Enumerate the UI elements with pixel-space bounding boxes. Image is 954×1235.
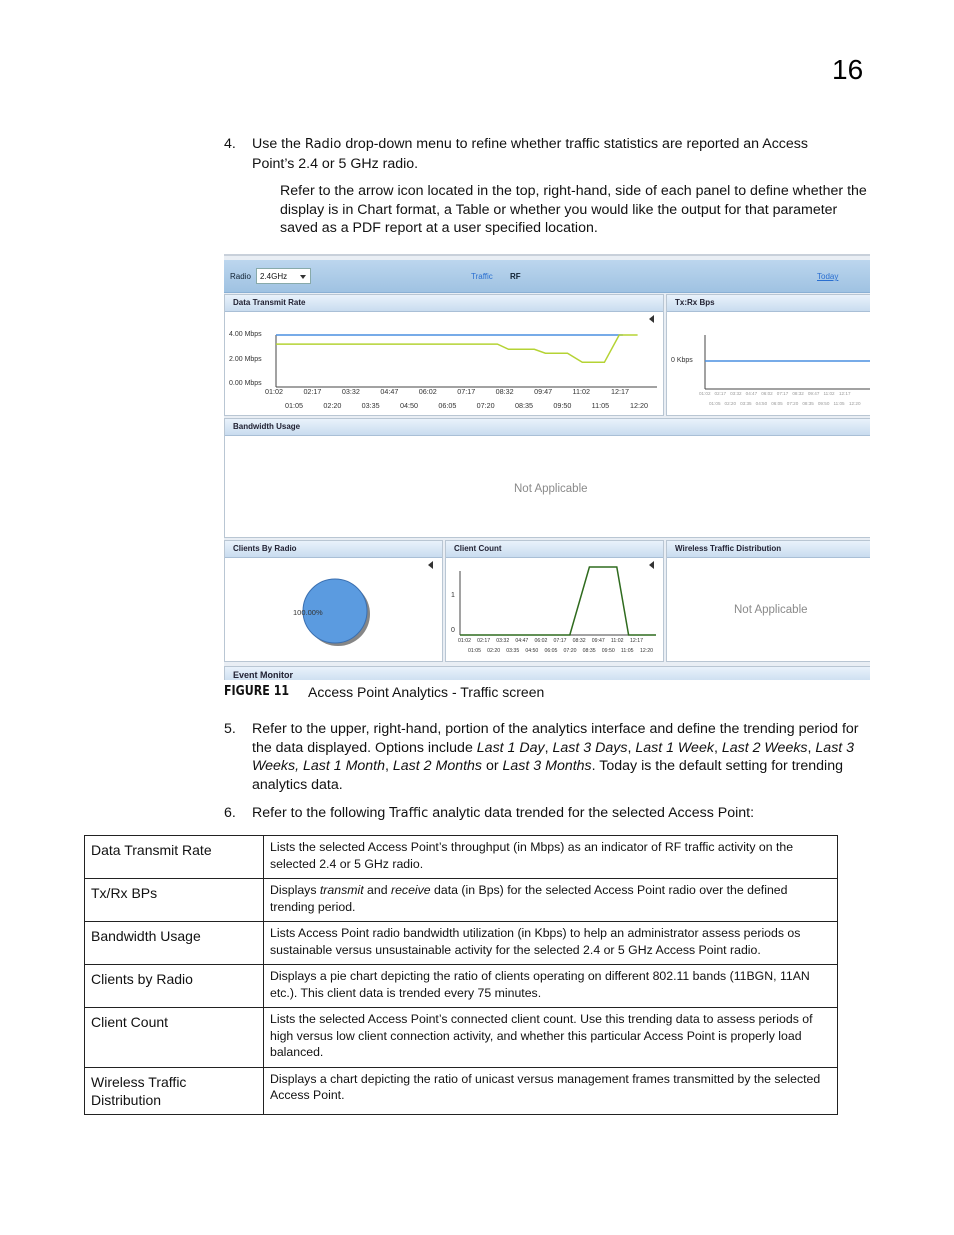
option-last-3-days: Last 3 Days — [552, 739, 628, 756]
dtr-top-x-tick: 07:17 — [457, 387, 476, 396]
step-6-text-b: analytic data trended for the selected Access Point: — [428, 805, 755, 821]
y-tick: 4.00 Mbps — [229, 331, 262, 338]
dtr-top-x-tick: 04:47 — [380, 387, 399, 396]
option-last-1-day: Last 1 Day — [476, 739, 545, 756]
dtr-top-x-tick: 03:32 — [341, 387, 360, 396]
wireless-traffic-distribution-title: Wireless Traffic Distribution — [667, 541, 870, 558]
client-count-chart — [446, 541, 665, 663]
step-5-number: 5. — [224, 721, 236, 737]
dtr-bottom-x-tick: 04:50 — [400, 401, 418, 410]
clients-by-radio-panel — [224, 540, 443, 662]
table-description: Lists the selected Access Point’s throughput (in Mbps) as an indicator of RF traffic activity on the selected 2.4 or 5 GHz radio. — [264, 836, 838, 879]
table-term: Wireless Traffic Distribution — [85, 1067, 264, 1114]
wireless-traffic-distribution-panel — [666, 540, 870, 662]
txrx-bottom-x-tick: 04:50 — [755, 401, 768, 406]
table-row — [85, 1067, 838, 1114]
event-monitor-panel — [224, 666, 870, 680]
traffic-ui-term: Traffic — [389, 806, 429, 821]
step-6-text — [252, 804, 872, 824]
cc-bottom-x-tick: 06:05 — [544, 648, 558, 654]
dtr-bottom-x-tick: 07:20 — [476, 401, 495, 410]
dtr-top-x-tick: 01:02 — [265, 387, 283, 396]
y-tick: 0.00 Mbps — [229, 380, 262, 387]
period-link-today[interactable]: Today — [817, 272, 839, 281]
txrx-bottom-x-tick: 02:20 — [724, 401, 737, 406]
dtr-bottom-x-tick: 11:05 — [591, 401, 610, 410]
tab-rf[interactable]: RF — [510, 272, 521, 281]
bandwidth-not-applicable: Not Applicable — [514, 483, 588, 495]
chapter-number: 16 — [832, 54, 864, 85]
table-description: Lists Access Point radio bandwidth utilization (in Kbps) to help an administrator assess periods os sustainable versus unsustainable activity for the selected 2.4 or 5 GHz Access Point radio. — [264, 922, 838, 965]
dtr-top-x-tick: 08:32 — [495, 387, 514, 396]
txrx-top-x-tick: 07:17 — [776, 391, 789, 396]
y-tick: 0 — [451, 627, 455, 634]
cc-bottom-x-tick: 02:20 — [487, 648, 501, 654]
sep: , — [807, 739, 816, 756]
option-last-3-months: Last 3 Months — [502, 758, 592, 775]
y-tick: 1 — [451, 592, 455, 599]
client-count-title: Client Count — [446, 541, 663, 558]
desc-italic: receive — [390, 883, 431, 897]
data-transmit-rate-panel — [224, 294, 664, 416]
cc-top-x-tick: 08:32 — [572, 638, 586, 644]
option-last-2-months: Last 2 Months — [392, 758, 483, 775]
desc-italic: transmit — [319, 883, 364, 897]
step-4-note: Refer to the arrow icon located in the top, right-hand, side of each panel to define whether the display is in Chart format, a Table or whether you would like the output for that parameter saved as a PDF report at a user specified location. — [280, 183, 867, 237]
option-last-2-weeks: Last 2 Weeks — [721, 739, 808, 756]
cc-bottom-x-tick: 01:05 — [468, 648, 481, 654]
txrx-bps-chart — [667, 295, 870, 417]
dtr-top-x-tick: 12:17 — [611, 387, 629, 396]
txrx-bottom-x-tick: 12:20 — [849, 401, 861, 406]
figure-title: Access Point Analytics - Traffic screen — [308, 684, 545, 700]
step-6-number: 6. — [224, 805, 236, 821]
radio-ui-term: Radio — [304, 137, 342, 152]
bandwidth-usage-title: Bandwidth Usage — [225, 419, 870, 436]
cc-top-x-tick: 11:02 — [610, 638, 624, 644]
dtr-bottom-x-tick: 09:50 — [553, 401, 572, 410]
txrx-bps-panel — [666, 294, 870, 416]
analytics-screenshot — [224, 254, 870, 680]
table-term: Client Count — [85, 1008, 264, 1068]
txrx-bottom-x-tick: 06:05 — [771, 401, 783, 406]
sep: , — [385, 758, 393, 775]
radio-select[interactable] — [256, 268, 311, 284]
step-5-text — [252, 720, 872, 795]
cc-top-x-tick: 12:17 — [630, 638, 643, 644]
cc-bottom-x-tick: 12:20 — [640, 648, 653, 654]
txrx-bottom-x-tick: 11:05 — [833, 401, 845, 406]
sep: , — [544, 739, 553, 756]
table-term: Bandwidth Usage — [85, 922, 264, 965]
step-4-number: 4. — [224, 136, 236, 152]
clients-by-radio-chart — [225, 541, 444, 663]
dtr-top-x-tick: 06:02 — [418, 387, 437, 396]
figure-label: FIGURE 11 — [224, 683, 290, 699]
table-term: Clients by Radio — [85, 965, 264, 1008]
txrx-top-x-tick: 08:32 — [792, 391, 804, 396]
txrx-top-x-tick: 02:17 — [714, 391, 727, 396]
step-4-text — [252, 135, 852, 173]
option-last-1-week: Last 1 Week — [635, 739, 714, 756]
pie-label: 100.00% — [293, 608, 323, 617]
desc-part: Displays — [270, 883, 320, 897]
traffic-data-table — [84, 835, 838, 1115]
clients-by-radio-title: Clients By Radio — [225, 541, 442, 558]
dtr-bottom-x-tick: 02:20 — [323, 401, 342, 410]
series-line-0 — [460, 567, 656, 635]
event-monitor-title: Event Monitor — [225, 667, 870, 680]
dtr-bottom-x-tick: 01:05 — [285, 401, 303, 410]
dtr-bottom-x-tick: 12:20 — [630, 401, 648, 410]
step-5-text-b: . Today is the default setting for trending analytics data. — [252, 758, 843, 794]
data-transmit-rate-chart — [225, 295, 665, 417]
txrx-top-x-tick: 04:47 — [745, 391, 758, 396]
cc-bottom-x-tick: 03:35 — [506, 648, 520, 654]
cc-bottom-x-tick: 07:20 — [563, 648, 577, 654]
sep: or — [482, 758, 503, 775]
txrx-bottom-x-tick: 01:05 — [709, 401, 721, 406]
radio-select-value: 2.4GHz — [260, 272, 288, 281]
y-tick: 0 Kbps — [671, 357, 693, 364]
table-term: Data Transmit Rate — [85, 836, 264, 879]
table-row — [85, 836, 838, 879]
desc-part: data (in Bps) for the selected Access Point radio over the defined trending period. — [270, 883, 788, 914]
table-description: Displays a pie chart depicting the ratio of clients operating on different 802.11 bands (11BGN, 11AN etc.). This client data is trended every 75 minutes. — [264, 965, 838, 1008]
dtr-top-x-tick: 11:02 — [572, 387, 590, 396]
txrx-top-x-tick: 09:47 — [807, 391, 820, 396]
sep: , — [713, 739, 722, 756]
table-description — [264, 879, 838, 922]
table-row — [85, 1008, 838, 1068]
step-6-text-a: Refer to the following — [252, 805, 390, 821]
txrx-top-x-tick: 01:02 — [699, 391, 711, 396]
txrx-top-x-tick: 11:02 — [823, 391, 835, 396]
dtr-top-x-tick: 09:47 — [534, 387, 553, 396]
cc-top-x-tick: 09:47 — [591, 638, 605, 644]
cc-top-x-tick: 02:17 — [477, 638, 491, 644]
analytics-toolbar — [224, 260, 870, 293]
radio-label: Radio — [230, 272, 251, 281]
table-description: Lists the selected Access Point’s connected client count. Use this trending data to assess periods of high versus low client connection activity, and whether this particular Access Point is properly load balanced. — [264, 1008, 838, 1068]
txrx-bottom-x-tick: 09:50 — [817, 401, 830, 406]
txrx-bottom-x-tick: 07:20 — [786, 401, 799, 406]
data-transmit-rate-title: Data Transmit Rate — [225, 295, 663, 312]
chevron-down-icon — [300, 275, 306, 279]
dtr-top-x-tick: 02:17 — [303, 387, 322, 396]
txrx-bottom-x-tick: 03:35 — [740, 401, 752, 406]
step-5-text-a: Refer to the upper, right-hand, portion of the analytics interface and define the trending period for the data displayed. Options include — [252, 721, 859, 756]
wireless-not-applicable: Not Applicable — [734, 604, 808, 616]
cc-top-x-tick: 03:32 — [496, 638, 510, 644]
dtr-bottom-x-tick: 06:05 — [438, 401, 457, 410]
step-4-text-b: drop-down menu to refine whether traffic statistics are reported an Access Point’s 2.4 or 5 GHz radio. — [252, 136, 808, 172]
table-row — [85, 922, 838, 965]
cc-top-x-tick: 06:02 — [534, 638, 548, 644]
txrx-bottom-x-tick: 08:35 — [802, 401, 814, 406]
txrx-bps-title: Tx:Rx Bps — [667, 295, 870, 312]
table-row — [85, 965, 838, 1008]
cc-top-x-tick: 01:02 — [458, 638, 471, 644]
series-line-1 — [276, 335, 638, 362]
cc-bottom-x-tick: 08:35 — [582, 648, 596, 654]
cc-bottom-x-tick: 04:50 — [525, 648, 539, 654]
dtr-bottom-x-tick: 08:35 — [515, 401, 533, 410]
txrx-top-x-tick: 12:17 — [839, 391, 851, 396]
txrx-top-x-tick: 03:32 — [730, 391, 742, 396]
sep: , — [627, 739, 636, 756]
table-term: Tx/Rx BPs — [85, 879, 264, 922]
tab-traffic[interactable]: Traffic — [471, 272, 493, 281]
step-4-text-a: Use the — [252, 136, 305, 152]
table-row — [85, 879, 838, 922]
y-tick: 2.00 Mbps — [229, 356, 262, 363]
cc-bottom-x-tick: 09:50 — [601, 648, 615, 654]
table-description: Displays a chart depicting the ratio of unicast versus management frames transmitted by the selected Access Point. — [264, 1067, 838, 1114]
cc-top-x-tick: 04:47 — [515, 638, 529, 644]
client-count-panel — [445, 540, 664, 662]
cc-bottom-x-tick: 11:05 — [620, 648, 634, 654]
cc-top-x-tick: 07:17 — [553, 638, 567, 644]
desc-part: and — [363, 883, 391, 897]
option-last-3-weeks-last-1-month: Last 3 Weeks, Last 1 Month — [252, 739, 855, 775]
txrx-top-x-tick: 06:02 — [761, 391, 773, 396]
bandwidth-usage-panel — [224, 418, 870, 538]
dtr-bottom-x-tick: 03:35 — [361, 401, 380, 410]
